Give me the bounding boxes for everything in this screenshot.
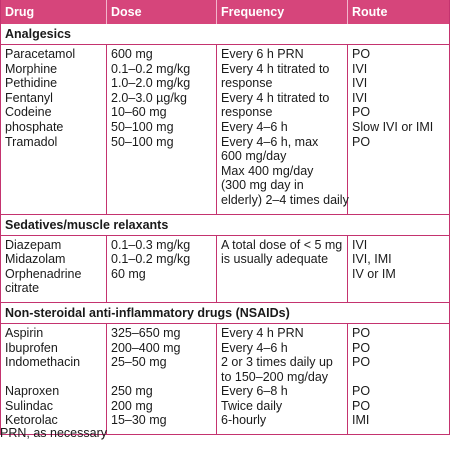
frequency-line: Every 4 h PRN (221, 325, 304, 340)
dose-line: 200 mg (111, 398, 153, 413)
drug-cell (1, 45, 107, 214)
route-line: Slow IVI or IMI (352, 119, 434, 134)
frequency-line: 6-hourly (221, 413, 267, 428)
drug-line: Tramadol (5, 134, 58, 149)
dose-line: 200–400 mg (111, 340, 181, 355)
drug-line: Naproxen (5, 384, 60, 399)
route-cell (348, 45, 449, 214)
table-header-row (1, 0, 449, 24)
frequency-line: Twice daily (221, 398, 283, 413)
drug-line: Midazolam (5, 252, 66, 267)
frequency-line: response (221, 76, 273, 91)
dose-line: 250 mg (111, 384, 153, 399)
route-line: PO (352, 325, 371, 340)
drug-line: Morphine (5, 61, 58, 76)
frequency-line: Every 4–6 h (221, 340, 288, 355)
frequency-cell (217, 324, 348, 434)
drug-line: Pethidine (5, 76, 58, 91)
drug-line: Diazepam (5, 237, 62, 252)
frequency-line: Every 4 h titrated to (221, 61, 330, 76)
dose-line: 10–60 mg (111, 105, 167, 120)
drug-line: Fentanyl (5, 90, 53, 105)
dose-line: 325–650 mg (111, 325, 181, 340)
drug-line: Sulindac (5, 398, 53, 413)
dose-cell (107, 236, 217, 302)
frequency-line: Max 400 mg/day (221, 163, 314, 178)
route-line: IVI (352, 90, 368, 105)
frequency-line: A total dose of < 5 mg (221, 237, 343, 252)
drug-line: Codeine (5, 105, 52, 120)
header-dose: Dose (107, 0, 217, 24)
dose-line: 50–100 mg (111, 119, 174, 134)
frequency-line: Every 6–8 h (221, 384, 288, 399)
frequency-line: Every 4–6 h, max (221, 134, 319, 149)
drug-line: Aspirin (5, 325, 44, 340)
drug-line: phosphate (5, 119, 64, 134)
route-line: PO (352, 105, 371, 120)
route-line: IMI (352, 413, 370, 428)
table-body (1, 24, 449, 434)
frequency-line: elderly) 2–4 times daily (221, 192, 349, 207)
dose-line: 25–50 mg (111, 355, 167, 370)
route-line: PO (352, 398, 371, 413)
frequency-line: is usually adequate (221, 252, 329, 267)
blank-line (111, 370, 212, 385)
route-line: IVI (352, 76, 368, 91)
section-title: Non-steroidal anti-inflammatory drugs (NSAIDs) (1, 302, 449, 324)
dose-line: 0.1–0.2 mg/kg (111, 252, 191, 267)
drug-line: Orphenadrine (5, 266, 82, 281)
drug-cell (1, 324, 107, 434)
header-route: Route (352, 5, 388, 19)
frequency-line: response (221, 105, 273, 120)
section-body-row (1, 236, 449, 302)
dose-line: 50–100 mg (111, 134, 174, 149)
dose-line: 2.0–3.0 µg/kg (111, 90, 188, 105)
header-frequency: Frequency (217, 0, 348, 24)
frequency-cell (217, 236, 348, 302)
route-line: PO (352, 134, 371, 149)
section-body-row (1, 324, 449, 434)
blank-line (5, 370, 102, 385)
frequency-line: (300 mg day in (221, 178, 304, 193)
route-line: PO (352, 47, 371, 61)
frequency-line: Every 6 h PRN (221, 47, 304, 61)
drug-line: Ibuprofen (5, 340, 58, 355)
section-title: Sedatives/muscle relaxants (1, 214, 449, 236)
frequency-line: Every 4–6 h (221, 119, 288, 134)
route-line: PO (352, 355, 371, 370)
route-line: IVI, IMI (352, 252, 392, 267)
drug-line: Paracetamol (5, 47, 76, 61)
route-line: PO (352, 340, 371, 355)
dose-line: 0.1–0.2 mg/kg (111, 61, 191, 76)
footnote: PRN, as necessary (0, 426, 107, 440)
drug-line: citrate (5, 281, 40, 296)
dose-line: 60 mg (111, 266, 146, 281)
dose-cell (107, 45, 217, 214)
route-line: PO (352, 384, 371, 399)
frequency-line: Every 4 h titrated to (221, 90, 330, 105)
route-line: IVI (352, 237, 368, 252)
route-cell (348, 324, 449, 434)
dose-line: 15–30 mg (111, 413, 167, 428)
blank-line (352, 370, 445, 385)
dose-line: 1.0–2.0 mg/kg (111, 76, 191, 91)
route-cell (348, 236, 449, 302)
frequency-line: 600 mg/day (221, 149, 287, 164)
dose-line: 600 mg (111, 47, 153, 61)
route-line: IV or IM (352, 266, 396, 281)
section-body-row (1, 45, 449, 214)
route-line: IVI (352, 61, 368, 76)
drug-cell (1, 236, 107, 302)
frequency-cell (217, 45, 348, 214)
dose-line: 0.1–0.3 mg/kg (111, 237, 191, 252)
header-drug: Drug (1, 0, 107, 24)
drug-line: Ketorolac (5, 413, 58, 428)
section-title: Analgesics (1, 24, 449, 45)
drug-line: Indomethacin (5, 355, 81, 370)
frequency-line: to 150–200 mg/day (221, 369, 329, 384)
dose-cell (107, 324, 217, 434)
frequency-line: 2 or 3 times daily up (221, 355, 333, 370)
